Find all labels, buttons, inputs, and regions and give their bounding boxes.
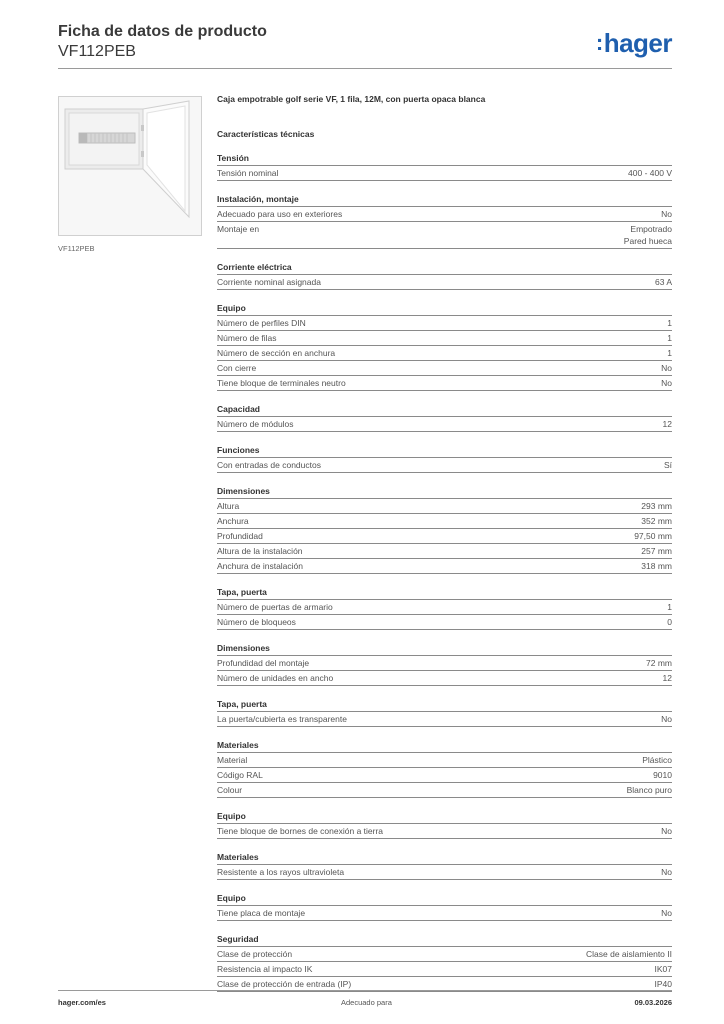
section-title: Materiales — [217, 739, 672, 753]
spec-value: 72 mm — [646, 658, 672, 668]
page-title: Ficha de datos de producto — [58, 23, 267, 40]
enclosure-illustration — [59, 97, 201, 235]
spec-label: Tiene bloque de bornes de conexión a tierra — [217, 826, 384, 836]
spec-row — [217, 376, 672, 391]
hager-logo[interactable]: :hager — [595, 28, 672, 58]
section-title: Tensión — [217, 152, 672, 166]
spec-row — [217, 559, 672, 574]
section-title: Corriente eléctrica — [217, 261, 672, 275]
spec-label: Anchura de instalación — [217, 561, 304, 571]
spec-label: Número de filas — [217, 333, 277, 343]
spec-row — [217, 361, 672, 376]
footer-website-link[interactable]: hager.com/es — [58, 998, 106, 1007]
spec-row — [217, 222, 672, 249]
spec-row — [217, 865, 672, 880]
spec-row — [217, 600, 672, 615]
document-header — [58, 22, 672, 62]
spec-section — [217, 698, 672, 727]
spec-value: No — [661, 209, 672, 219]
spec-label: Tiene bloque de terminales neutro — [217, 378, 346, 388]
spec-section — [217, 586, 672, 630]
spec-value: 400 - 400 V — [628, 168, 672, 178]
spec-value: No — [661, 908, 672, 918]
spec-section — [217, 810, 672, 839]
spec-value: Empotrado Pared hueca — [623, 224, 672, 246]
spec-value: 0 — [667, 617, 672, 627]
spec-label: Tiene placa de montaje — [217, 908, 306, 918]
spec-section — [217, 302, 672, 391]
section-title: Equipo — [217, 892, 672, 906]
spec-row — [217, 514, 672, 529]
section-title: Funciones — [217, 444, 672, 458]
section-title: Seguridad — [217, 933, 672, 947]
spec-label: Tensión nominal — [217, 168, 279, 178]
section-title: Tapa, puerta — [217, 586, 672, 600]
spec-value: 293 mm — [641, 501, 672, 511]
spec-section — [217, 933, 672, 992]
section-title: Materiales — [217, 851, 672, 865]
section-title: Tapa, puerta — [217, 698, 672, 712]
spec-value: Sí — [663, 460, 672, 470]
spec-label: Material — [217, 755, 248, 765]
spec-value: 1 — [667, 333, 672, 343]
spec-label: Altura — [217, 501, 240, 511]
spec-row — [217, 499, 672, 514]
spec-row — [217, 529, 672, 544]
spec-row — [217, 615, 672, 630]
spec-value: No — [661, 363, 672, 373]
product-content — [217, 92, 672, 992]
spec-row — [217, 783, 672, 798]
spec-value: Plástico — [642, 755, 672, 765]
spec-value: 12 — [662, 673, 672, 683]
spec-section — [217, 193, 672, 249]
spec-row — [217, 962, 672, 977]
spec-section — [217, 485, 672, 574]
footer-note: Adecuado para — [341, 998, 392, 1007]
footer-divider — [58, 990, 672, 991]
spec-row — [217, 824, 672, 839]
section-title: Capacidad — [217, 403, 672, 417]
spec-label: Con entradas de conductos — [217, 460, 321, 470]
header-divider — [58, 68, 672, 69]
spec-value: 97,50 mm — [634, 531, 672, 541]
spec-row — [217, 906, 672, 921]
product-image — [58, 96, 202, 236]
spec-row — [217, 275, 672, 290]
spec-value: 1 — [667, 602, 672, 612]
spec-row — [217, 346, 672, 361]
spec-value: No — [661, 378, 672, 388]
spec-label: Resistente a los rayos ultravioleta — [217, 867, 345, 877]
spec-row — [217, 712, 672, 727]
spec-row — [217, 207, 672, 222]
spec-row — [217, 947, 672, 962]
spec-value: 9010 — [653, 770, 672, 780]
spec-label: Clase de protección — [217, 949, 293, 959]
product-description: Caja empotrable golf serie VF, 1 fila, 12M, con puerta opaca blanca — [217, 94, 486, 104]
spec-label: Adecuado para uso en exteriores — [217, 209, 343, 219]
footer-date: 09.03.2026 — [634, 998, 672, 1007]
spec-row — [217, 671, 672, 686]
spec-value: 1 — [667, 318, 672, 328]
spec-value: IP40 — [654, 979, 672, 989]
spec-value: 352 mm — [641, 516, 672, 526]
spec-row — [217, 331, 672, 346]
image-caption: VF112PEB — [58, 244, 95, 253]
spec-value: 63 A — [654, 277, 672, 287]
spec-label: Altura de la instalación — [217, 546, 303, 556]
spec-section — [217, 444, 672, 473]
spec-label: Colour — [217, 785, 243, 795]
spec-label: Resistencia al impacto IK — [217, 964, 313, 974]
spec-value: 318 mm — [641, 561, 672, 571]
spec-value: 1 — [667, 348, 672, 358]
spec-label: Número de bloqueos — [217, 617, 296, 627]
spec-section — [217, 892, 672, 921]
spec-label: Número de puertas de armario — [217, 602, 333, 612]
spec-value: 257 mm — [641, 546, 672, 556]
spec-value: No — [661, 714, 672, 724]
spec-section — [217, 403, 672, 432]
spec-row — [217, 417, 672, 432]
section-title: Dimensiones — [217, 642, 672, 656]
spec-label: Número de unidades en ancho — [217, 673, 334, 683]
spec-label: Con cierre — [217, 363, 257, 373]
spec-label: Montaje en — [217, 224, 260, 234]
spec-value: IK07 — [654, 964, 672, 974]
spec-section — [217, 261, 672, 290]
spec-row — [217, 544, 672, 559]
spec-value: No — [661, 826, 672, 836]
spec-label: Clase de protección de entrada (IP) — [217, 979, 352, 989]
spec-section — [217, 642, 672, 686]
spec-section — [217, 152, 672, 181]
spec-label: Número de módulos — [217, 419, 294, 429]
spec-row — [217, 656, 672, 671]
spec-section — [217, 739, 672, 798]
section-title: Instalación, montaje — [217, 193, 672, 207]
section-title: Equipo — [217, 810, 672, 824]
spec-label: Número de sección en anchura — [217, 348, 336, 358]
spec-row — [217, 166, 672, 181]
spec-label: Corriente nominal asignada — [217, 277, 321, 287]
spec-row — [217, 458, 672, 473]
spec-label: Profundidad — [217, 531, 263, 541]
section-title: Equipo — [217, 302, 672, 316]
spec-value: No — [661, 867, 672, 877]
characteristics-sections — [217, 152, 672, 992]
product-code: VF112PEB — [58, 43, 136, 60]
spec-value: Clase de aislamiento II — [586, 949, 672, 959]
spec-label: Código RAL — [217, 770, 263, 780]
spec-section — [217, 851, 672, 880]
spec-value: 12 — [662, 419, 672, 429]
characteristics-heading: Características técnicas — [217, 129, 315, 139]
section-title: Dimensiones — [217, 485, 672, 499]
spec-row — [217, 316, 672, 331]
spec-label: Número de perfiles DIN — [217, 318, 306, 328]
spec-row — [217, 768, 672, 783]
spec-label: La puerta/cubierta es transparente — [217, 714, 347, 724]
spec-row — [217, 753, 672, 768]
spec-label: Profundidad del montaje — [217, 658, 310, 668]
spec-label: Anchura — [217, 516, 249, 526]
spec-value: Blanco puro — [626, 785, 672, 795]
